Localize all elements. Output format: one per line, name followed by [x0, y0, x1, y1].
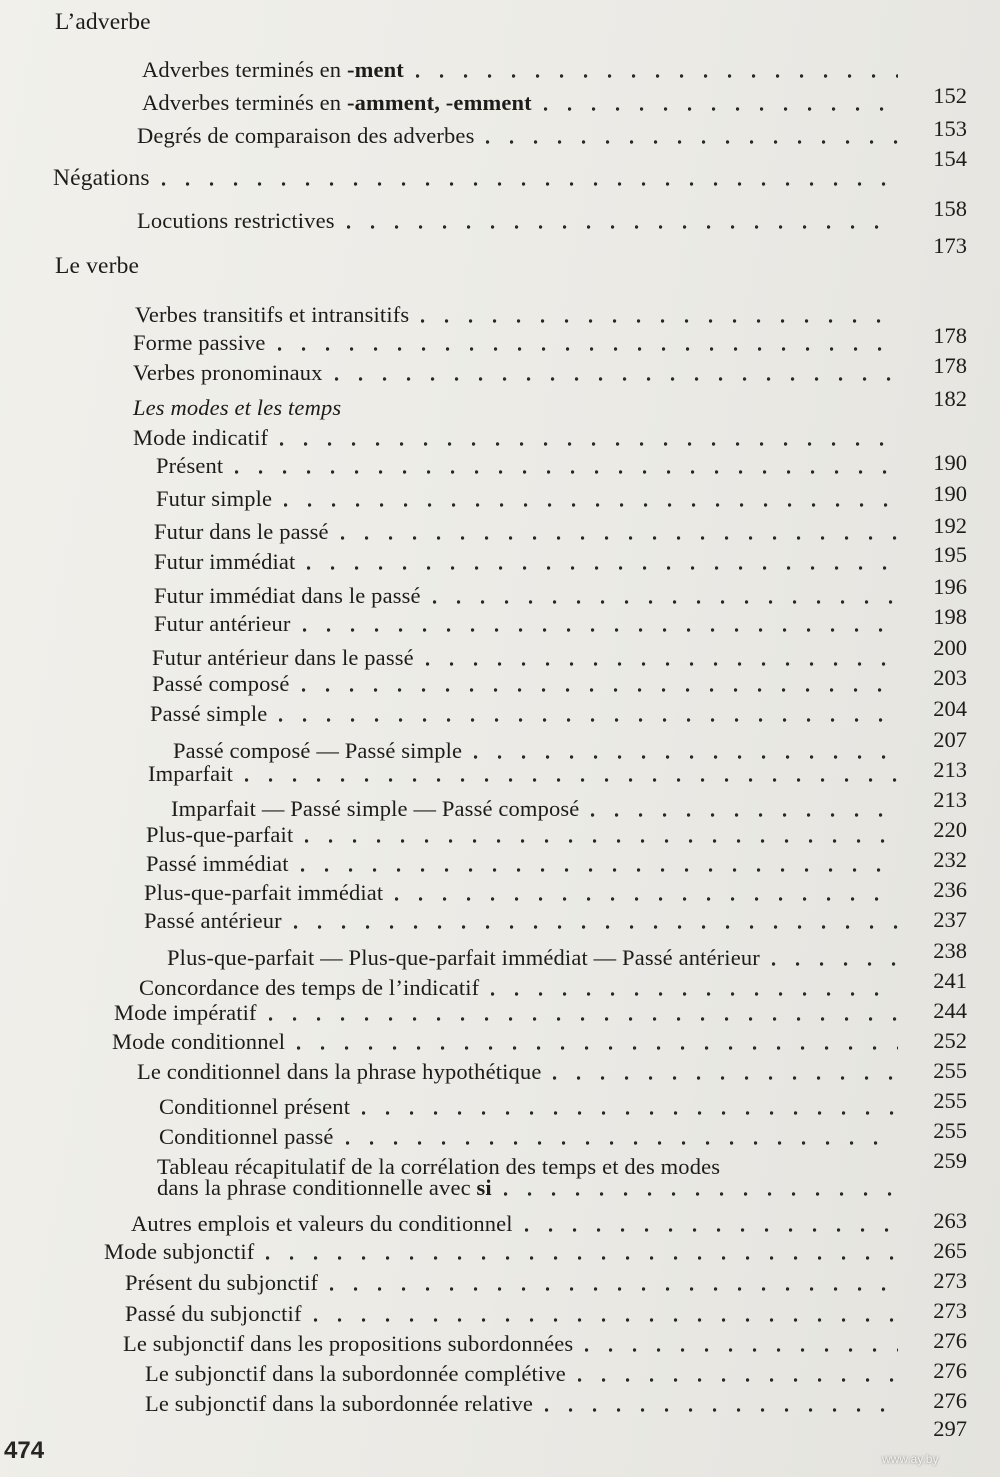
dot-leader [307, 565, 898, 571]
toc-entry [125, 1269, 318, 1297]
toc-page-number: 276 [933, 1358, 967, 1383]
toc-entry-emphasis: -ment [346, 57, 404, 82]
dot-leader [235, 469, 898, 475]
toc-entry-title: Futur antérieur dans le passé [152, 645, 414, 670]
toc-entry [133, 329, 266, 357]
toc-entry [152, 670, 290, 698]
dot-leader [426, 661, 898, 667]
toc-entry [123, 1330, 573, 1358]
toc-entry-title: Présent du subjonctif [125, 1270, 319, 1295]
toc-entry [171, 795, 579, 823]
toc-entry-title: Le subjonctif dans la subordonnée complétive [145, 1361, 566, 1386]
toc-entry-title: Verbes transitifs et intransitifs [135, 302, 410, 327]
toc-entry-title: Concordance des temps de l’indicatif [139, 975, 480, 1000]
toc-entry [55, 252, 139, 280]
dot-leader [280, 441, 898, 447]
toc-entry-title: Passé composé — Passé simple [173, 738, 463, 763]
toc-entry-title: Imparfait [148, 761, 234, 786]
toc-entry [142, 89, 532, 117]
dot-leader [591, 812, 898, 818]
toc-page-number: 153 [933, 116, 967, 141]
toc-page-number: 255 [933, 1058, 967, 1083]
toc-page-number: 276 [933, 1388, 967, 1413]
dot-leader [330, 1286, 898, 1292]
toc-page-number: 238 [933, 938, 967, 963]
toc-page-number: 158 [933, 196, 967, 221]
dot-leader [362, 1110, 898, 1116]
toc-entry-emphasis: si [476, 1175, 492, 1200]
dot-leader [347, 224, 898, 230]
toc-page-number: 178 [933, 323, 967, 348]
toc-entry [131, 1210, 513, 1238]
toc-page-number: 255 [933, 1118, 967, 1143]
toc-entry [133, 359, 323, 387]
toc-entry [144, 879, 383, 907]
toc-entry [146, 821, 293, 849]
dot-leader [578, 1377, 898, 1383]
toc-entry-title: Le verbe [55, 253, 140, 279]
dot-leader [525, 1227, 898, 1233]
toc-page-number: 213 [933, 757, 967, 782]
toc-entry-title: Plus-que-parfait — Plus-que-parfait immédiat — Passé antérieur [167, 945, 760, 970]
dot-leader [421, 318, 898, 324]
toc-entry-title: Futur immédiat [154, 549, 296, 574]
dot-leader [305, 838, 898, 844]
toc-entry [112, 1028, 285, 1056]
toc-entry [156, 452, 223, 480]
toc-page-number: 244 [933, 998, 967, 1023]
toc-entry-title: Adverbes terminés en [142, 57, 347, 82]
toc-entry [154, 518, 329, 546]
toc-page-number: 255 [933, 1088, 967, 1113]
toc-entry-title: Passé immédiat [146, 851, 289, 876]
dot-leader [284, 502, 898, 508]
dot-leader [474, 754, 898, 760]
toc-entry-title: Autres emplois et valeurs du conditionnel [131, 1211, 513, 1236]
toc-page-number: 178 [933, 353, 967, 378]
dot-leader [346, 1140, 898, 1146]
toc-entry-title: Futur antérieur [154, 611, 291, 636]
toc-entry [150, 700, 267, 728]
toc-entry-title: Mode subjonctif [104, 1239, 255, 1264]
toc-page-number: 204 [933, 696, 967, 721]
dot-leader [433, 599, 898, 605]
toc-entry-emphasis: -amment, -emment [346, 90, 532, 115]
dot-leader [269, 1016, 898, 1022]
toc-entry-title: Présent [156, 453, 224, 478]
toc-entry [125, 1300, 302, 1328]
toc-page-number: 196 [933, 574, 967, 599]
toc-entry [159, 1093, 350, 1121]
toc-entry-title: Mode impératif [114, 1000, 257, 1025]
toc-entry [55, 8, 151, 36]
toc-entry-title: Degrés de comparaison des adverbes [137, 123, 475, 148]
toc-entry-title: Tableau récapitulatif de la corrélation des temps et des modes [157, 1154, 721, 1179]
dot-leader [301, 867, 898, 873]
toc-entry-title: Futur immédiat dans le passé [154, 583, 421, 608]
toc-entry [146, 850, 289, 878]
toc-page-number: 236 [933, 877, 967, 902]
toc-entry-title: dans la phrase conditionnelle avec [157, 1175, 477, 1200]
toc-entry-title: Mode conditionnel [112, 1029, 286, 1054]
dot-leader [553, 1075, 898, 1081]
toc-entry [104, 1238, 254, 1266]
toc-page-number: 237 [933, 907, 967, 932]
toc-entry-title: Passé composé [152, 671, 290, 696]
toc-entry-title: Le subjonctif dans les propositions subordonnées [123, 1331, 574, 1356]
toc-page-number: 252 [933, 1028, 967, 1053]
watermark: www.ay.by [882, 1452, 939, 1466]
toc-page-number: 220 [933, 817, 967, 842]
folio-page-number: 474 [4, 1437, 45, 1464]
toc-entry-title: Passé du subjonctif [125, 1301, 302, 1326]
toc-entry [139, 974, 479, 1002]
toc-entry-title: Adverbes terminés en [142, 90, 347, 115]
toc-page-number: 198 [933, 604, 967, 629]
toc-entry-title: Les modes et les temps [133, 395, 342, 420]
toc-page-number: 173 [933, 233, 967, 258]
toc-entry-title: Verbes pronominaux [133, 360, 323, 385]
dot-leader [162, 181, 898, 187]
toc-entry [142, 56, 404, 84]
toc-entry [114, 999, 257, 1027]
dot-leader [314, 1317, 898, 1323]
dot-leader [297, 1045, 898, 1051]
toc-entry-title: Conditionnel présent [159, 1094, 351, 1119]
dot-leader [416, 73, 898, 79]
toc-page-number: 190 [933, 450, 967, 475]
toc-entry-title: Négations [53, 165, 150, 191]
toc-entry-title: Mode indicatif [133, 425, 269, 450]
toc-entry [154, 548, 295, 576]
toc-entry [148, 760, 233, 788]
toc-entry [137, 207, 335, 235]
dot-leader [294, 924, 898, 930]
toc-entry-title: Locutions restrictives [137, 208, 335, 233]
toc-page-number: 182 [933, 386, 967, 411]
toc-page-number: 195 [933, 542, 967, 567]
toc-entry-title: Plus-que-parfait immédiat [144, 880, 384, 905]
dot-leader [335, 376, 898, 382]
toc-entry [154, 610, 291, 638]
toc-entry-title: Passé simple [150, 701, 268, 726]
dot-leader [486, 139, 898, 145]
toc-page-number: 232 [933, 847, 967, 872]
toc-entry [133, 424, 268, 452]
toc-page-number: 273 [933, 1298, 967, 1323]
toc-entry [159, 1123, 334, 1151]
toc-entry [137, 122, 474, 150]
toc-page-number: 190 [933, 481, 967, 506]
toc-entry-title: Le subjonctif dans la subordonnée relative [145, 1391, 534, 1416]
toc-entry [156, 485, 272, 513]
toc-page-number: 297 [933, 1416, 967, 1441]
dot-leader [772, 961, 898, 967]
toc-page-number: 152 [933, 83, 967, 108]
toc-entry-title: L’adverbe [55, 9, 151, 35]
dot-leader [303, 627, 898, 633]
dot-leader [491, 991, 898, 997]
toc-entry-title: Plus-que-parfait [146, 822, 294, 847]
dot-leader [266, 1255, 898, 1261]
toc-page-number: 273 [933, 1268, 967, 1293]
toc-entry [167, 944, 760, 972]
toc-entry [133, 394, 341, 422]
toc-entry-title: Futur dans le passé [154, 519, 329, 544]
toc-page-number: 265 [933, 1238, 967, 1263]
toc-entry [157, 1174, 492, 1202]
dot-leader [545, 1407, 898, 1413]
toc-entry [154, 582, 421, 610]
dot-leader [544, 106, 898, 112]
dot-leader [245, 777, 898, 783]
dot-leader [395, 896, 898, 902]
toc-entry [145, 1390, 533, 1418]
toc-entry-title: Passé antérieur [144, 908, 282, 933]
toc-entry [135, 301, 409, 329]
dot-leader [302, 687, 898, 693]
toc-page-number: 200 [933, 635, 967, 660]
dot-leader [585, 1347, 898, 1353]
toc-entry [152, 644, 414, 672]
toc-entry [53, 164, 150, 192]
toc-page-number: 192 [933, 513, 967, 538]
toc-page-number: 203 [933, 665, 967, 690]
toc-page-number: 259 [933, 1148, 967, 1173]
toc-entry [144, 907, 282, 935]
toc-entry-title: Forme passive [133, 330, 266, 355]
toc-entry-title: Le conditionnel dans la phrase hypothétique [137, 1059, 542, 1084]
toc-page-number: 213 [933, 787, 967, 812]
toc-entry-title: Conditionnel passé [159, 1124, 334, 1149]
toc-entry [145, 1360, 566, 1388]
toc-entry [137, 1058, 541, 1086]
toc-page-number: 154 [933, 146, 967, 171]
dot-leader [278, 346, 898, 352]
toc-page-number: 263 [933, 1208, 967, 1233]
toc-entry-title: Futur simple [156, 486, 273, 511]
toc-page-number: 207 [933, 727, 967, 752]
toc-page-number: 241 [933, 968, 967, 993]
dot-leader [504, 1191, 898, 1197]
dot-leader [341, 535, 898, 541]
dot-leader [279, 717, 898, 723]
toc-entry-title: Imparfait — Passé simple — Passé composé [171, 796, 580, 821]
toc-page-number: 276 [933, 1328, 967, 1353]
